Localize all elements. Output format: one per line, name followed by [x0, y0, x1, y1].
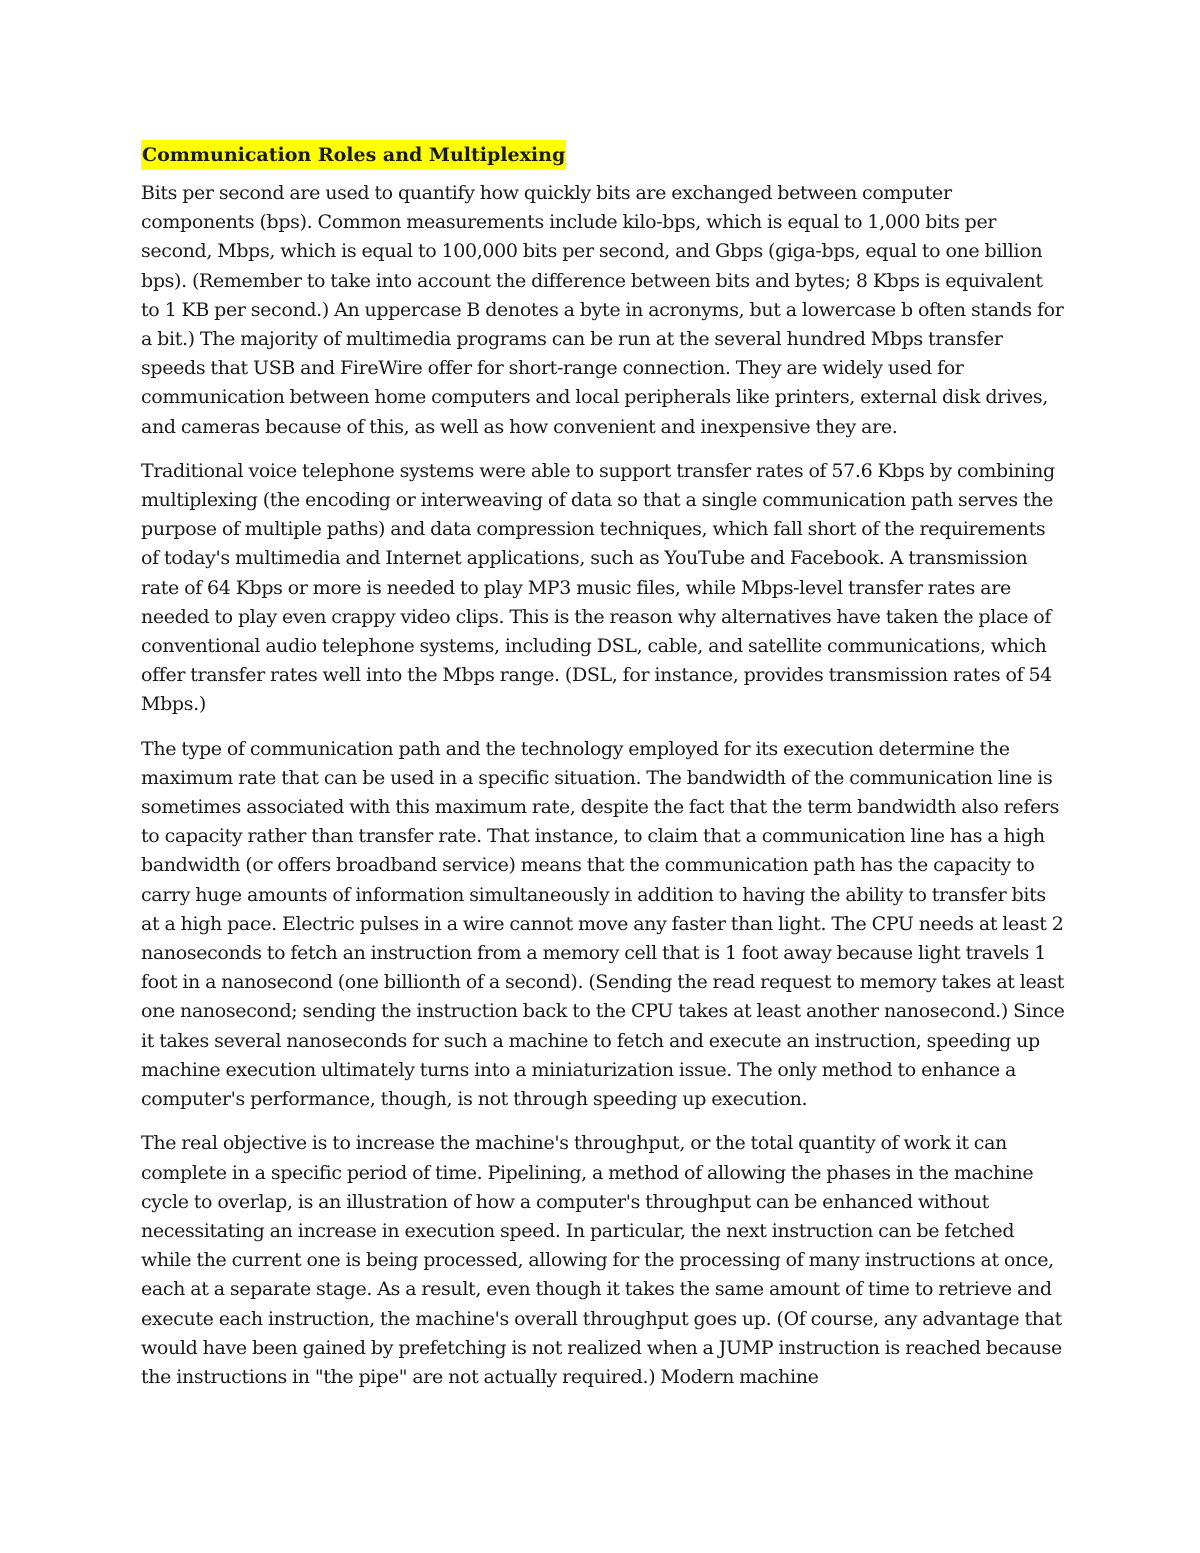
- paragraph-throughput: The real objective is to increase the machine's throughput, or the total quantity of work it can complete in a specific period of time. Pipelining, a method of allowing the phases in the machine cycle to overlap, is an illustration of how a computer's throughput can be enhanced without necessitating an increase in execution speed. In particular, the next instruction can be fetched while the current one is being processed, allowing for the processing of many instructions at once, each at a separate stage. As a result, even though it takes the same amount of time to retrieve and execute each instruction, the machine's overall throughput goes up. (Of course, any advantage that would have been gained by prefetching is not realized when a JUMP instruction is reached because the instructions in "the pipe" are not actually required.) Modern machine: [141, 1132, 1062, 1388]
- paragraph-telephone-systems: Traditional voice telephone systems were able to support transfer rates of 57.6 Kbps by combining multiplexing (the encoding or interweaving of data so that a single communication path serves the purpose of multiple paths) and data compression techniques, which fall short of the requirements of today's multimedia and Internet applications, such as YouTube and Facebook. A transmission rate of 64 Kbps or more is needed to play MP3 music files, while Mbps-level transfer rates are needed to play even crappy video clips. This is the reason why alternatives have taken the place of conventional audio telephone systems, including DSL, cable, and satellite communications, which offer transfer rates well into the Mbps range. (DSL, for instance, provides transmission rates of 54 Mbps.): [141, 459, 1055, 716]
- document-page: [141, 140, 1066, 1407]
- document-title: Communication Roles and Multiplexing: [141, 140, 566, 170]
- paragraph-bits-per-second: Bits per second are used to quantify how quickly bits are exchanged between computer components (bps). Common measurements include kilo-bps, which is equal to 1,000 bits per second, Mbps, which is equal to 100,000 bits per second, and Gbps (giga-bps, equal to one billion bps). (Remember to take into account the difference between bits and bytes; 8 Kbps is equivalent to 1 KB per second.) An uppercase B denotes a byte in acronyms, but a lowercase b often stands for a bit.) The majority of multimedia programs can be run at the several hundred Mbps transfer speeds that USB and FireWire offer for short-range connection. They are widely used for communication between home computers and local peripherals like printers, external disk drives, and cameras because of this, as well as how convenient and inexpensive they are.: [141, 182, 1064, 438]
- paragraph-bandwidth: The type of communication path and the technology employed for its execution determine the maximum rate that can be used in a specific situation. The bandwidth of the communication line is sometimes associated with this maximum rate, despite the fact that the term bandwidth also refers to capacity rather than transfer rate. That instance, to claim that a communication line has a high bandwidth (or offers broadband service) means that the communication path has the capacity to carry huge amounts of information simultaneously in addition to having the ability to transfer bits at a high pace. Electric pulses in a wire cannot move any faster than light. The CPU needs at least 2 nanoseconds to fetch an instruction from a memory cell that is 1 foot away because light travels 1 foot in a nanosecond (one billionth of a second). (Sending the read request to memory takes at least one nanosecond; sending the instruction back to the CPU takes at least another nanosecond.) Since it takes several nanoseconds for such a machine to fetch and execute an instruction, speeding up machine execution ultimately turns into a miniaturization issue. The only method to enhance a computer's performance, though, is not through speeding up execution.: [141, 737, 1065, 1111]
